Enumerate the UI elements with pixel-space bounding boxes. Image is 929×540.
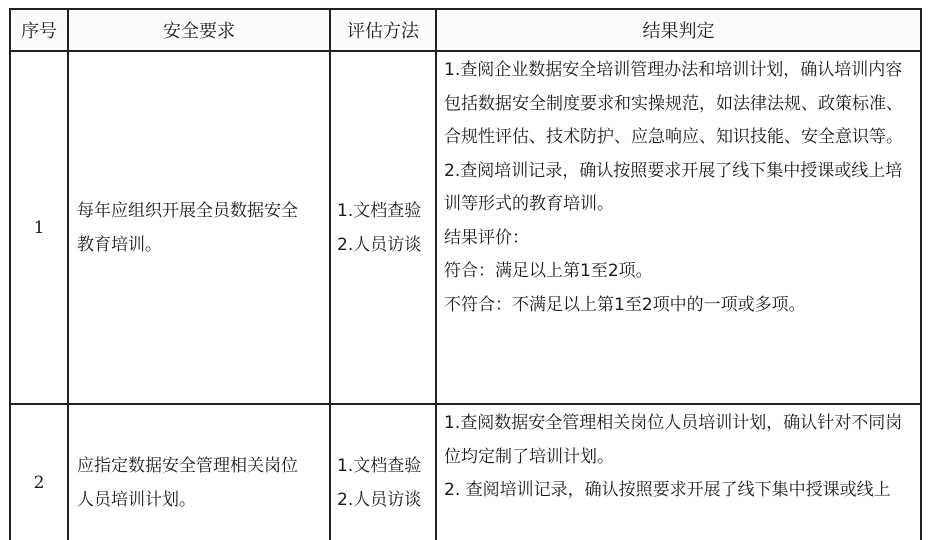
security-requirements-table <box>9 8 922 540</box>
row-number: 2 <box>10 404 68 540</box>
requirement-line: 每年应组织开展全员数据安全 <box>77 200 298 221</box>
method-cell <box>330 404 436 540</box>
result-line: 结果评价： <box>444 227 529 248</box>
result-line: 2.查阅培训记录，确认按照要求开展了线下集中授课或线上培 <box>444 160 903 181</box>
result-line: 不符合：不满足以上第1至2项中的一项或多项。 <box>444 294 806 315</box>
method-line: 2.人员访谈 <box>337 234 422 255</box>
requirement-line: 应指定数据安全管理相关岗位 <box>77 456 298 476</box>
header-method: 评估方法 <box>330 9 436 51</box>
method-cell <box>330 51 436 404</box>
requirement-line: 教育培训。 <box>77 234 162 255</box>
header-no: 序号 <box>10 9 68 51</box>
result-line: 1.查阅数据安全管理相关岗位人员培训计划，确认针对不同岗 <box>444 413 903 433</box>
result-line: 符合：满足以上第1至2项。 <box>444 261 653 281</box>
result-cell <box>436 404 921 540</box>
requirement-cell <box>68 51 330 404</box>
table-row <box>10 404 921 540</box>
header-requirement: 安全要求 <box>68 9 330 51</box>
result-line: 包括数据安全制度要求和实操规范，如法律法规、政策标准、 <box>444 93 903 114</box>
result-line: 训等形式的教育培训。 <box>444 194 614 214</box>
row-number: 1 <box>10 51 68 404</box>
result-line: 合规性评估、技术防护、应急响应、知识技能、安全意识等。 <box>444 127 903 147</box>
method-line: 1.文档查验 <box>337 200 422 221</box>
result-cell <box>436 51 921 404</box>
result-line: 1.查阅企业数据安全培训管理办法和培训计划，确认培训内容 <box>444 60 903 80</box>
table-header-row <box>10 9 921 51</box>
requirement-line: 人员培训计划。 <box>77 490 196 510</box>
result-line: 2. 查阅培训记录，确认按照要求开展了线下集中授课或线上 <box>444 480 891 500</box>
requirement-cell <box>68 404 330 540</box>
table-row <box>10 51 921 404</box>
result-line: 位均定制了培训计划。 <box>444 446 614 467</box>
method-line: 1.文档查验 <box>337 456 422 476</box>
method-line: 2.人员访谈 <box>337 490 422 510</box>
header-result: 结果判定 <box>436 9 921 51</box>
